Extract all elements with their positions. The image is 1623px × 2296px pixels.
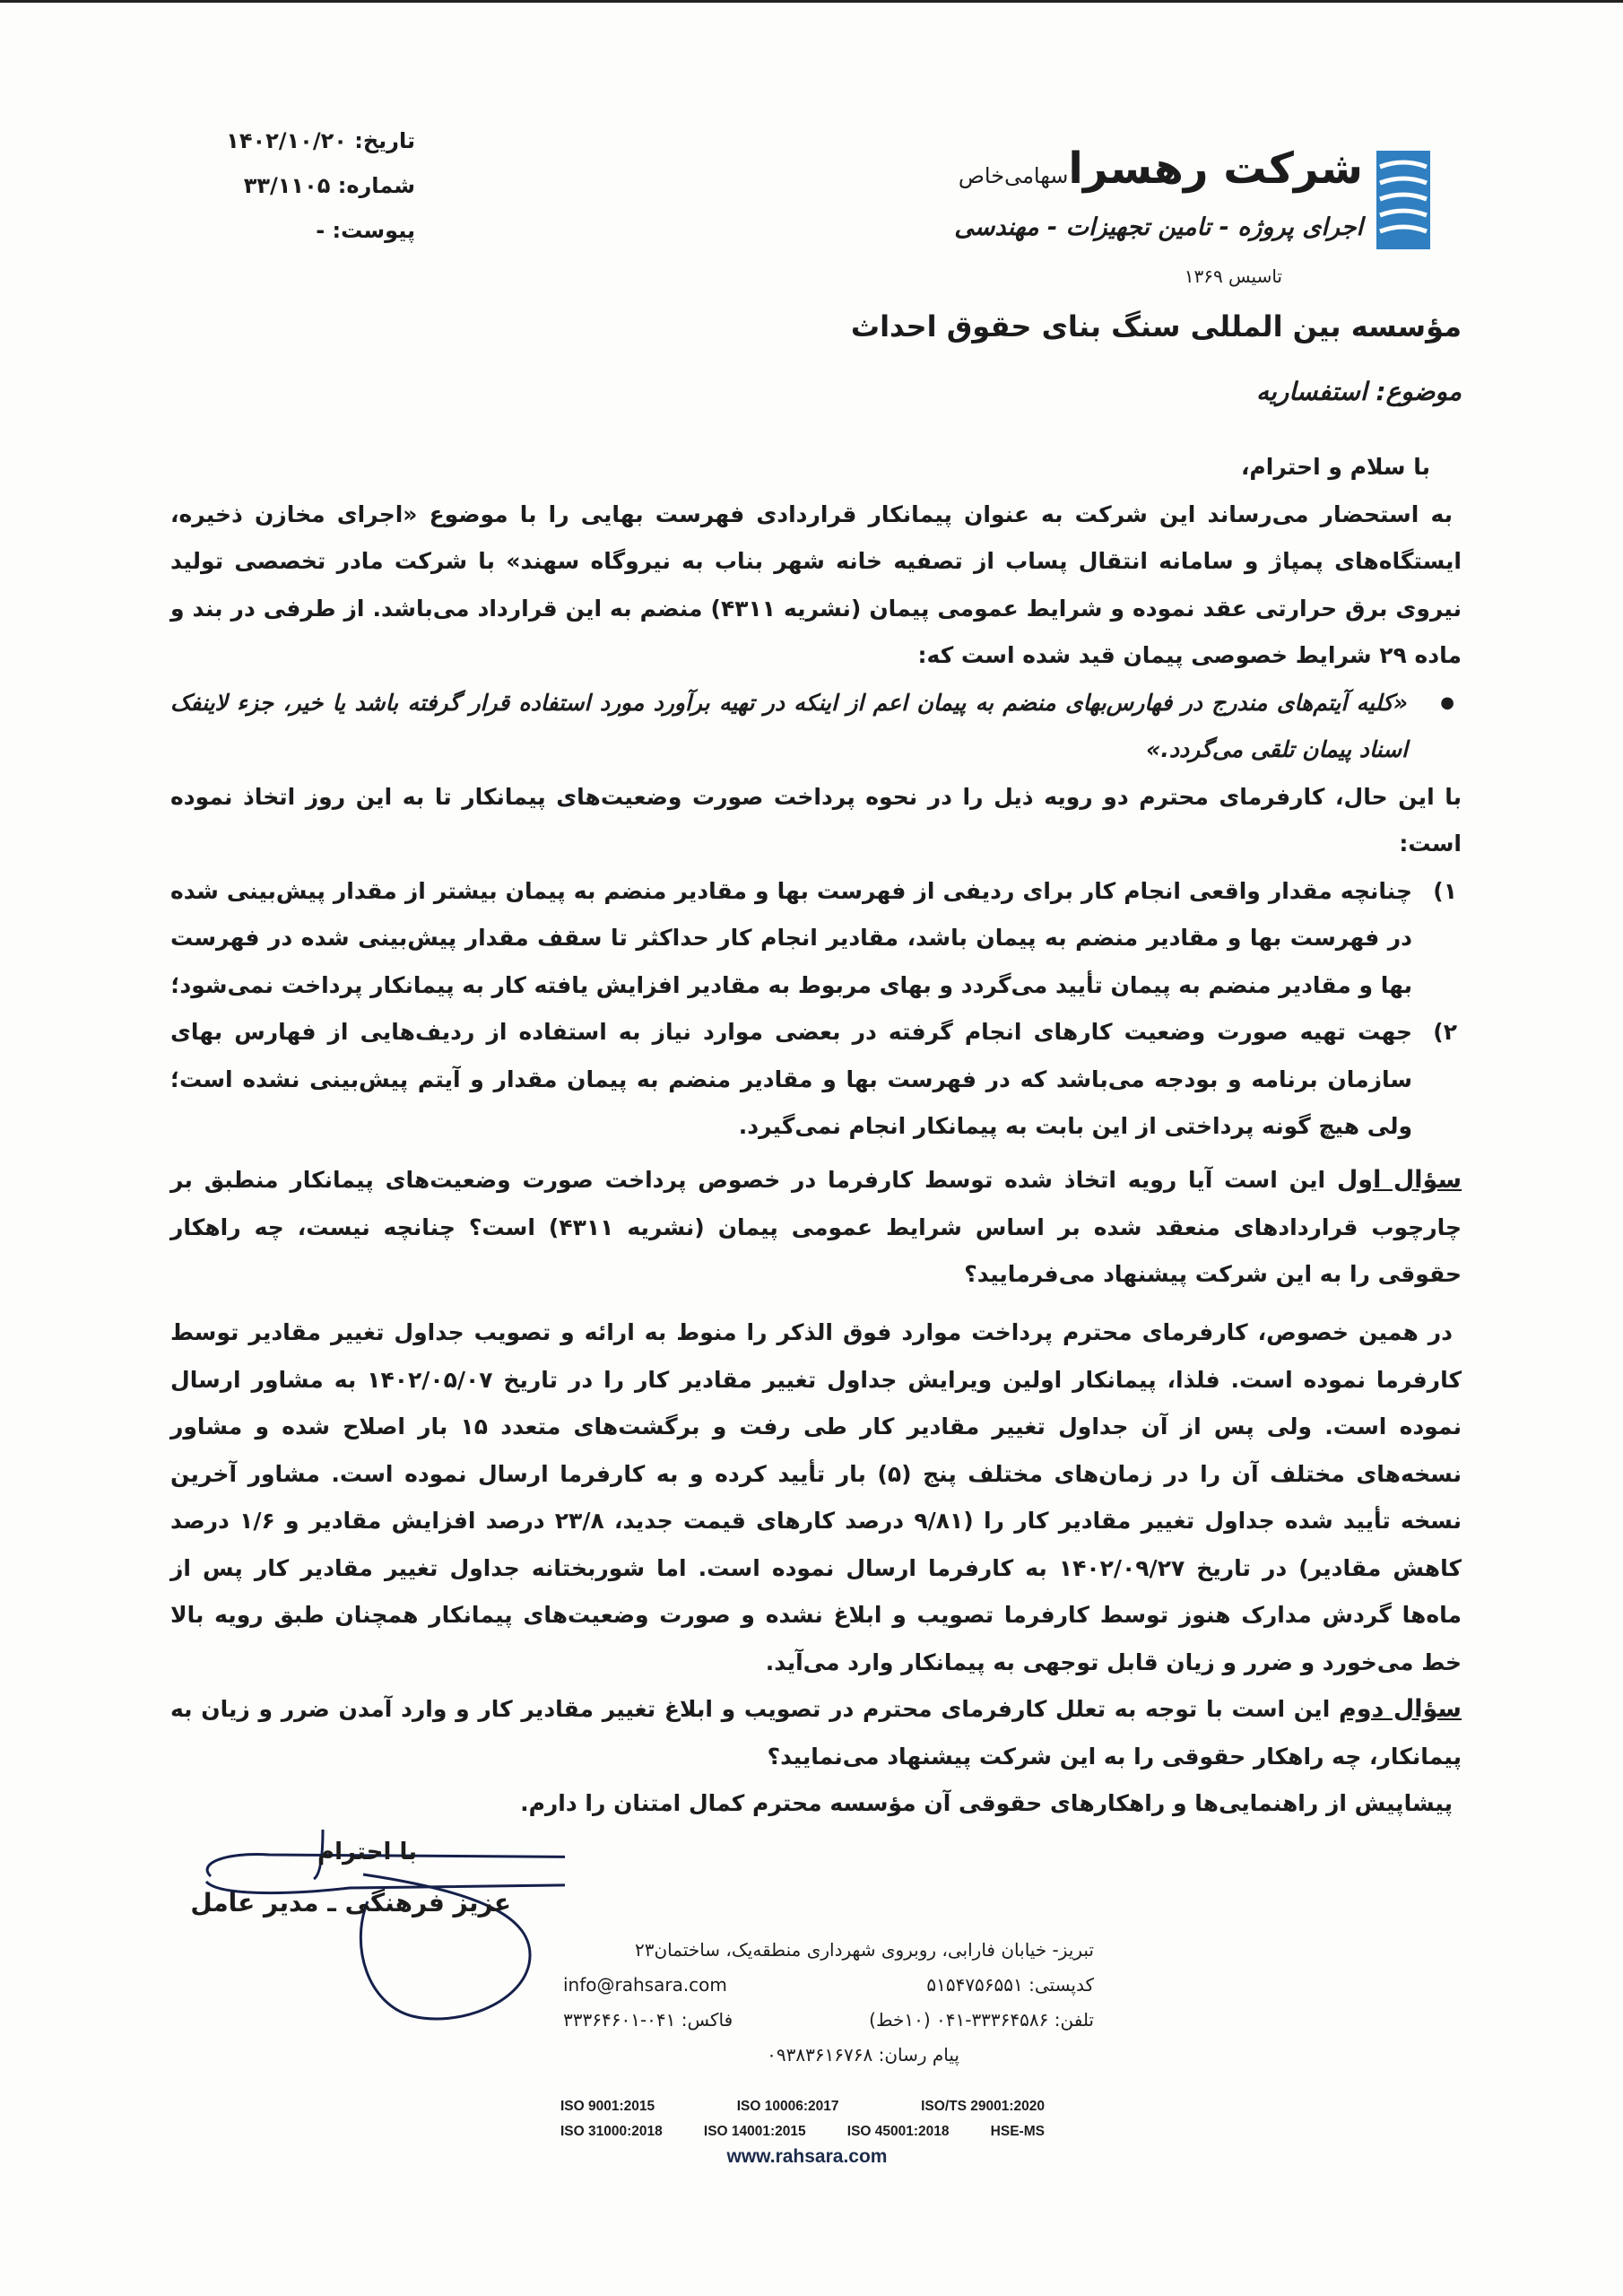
signatory-name: عزیز فرهنگی ـ مدیر عامل <box>190 1888 511 1918</box>
question-two-text: این است با توجه به تعلل کارفرمای محترم در تصویب و ابلاغ تغییر مقادیر کار و وارد آمدن ضرر و زیان به پیمانکار، چه راهکار حقوقی را به این شرکت پیشنهاد می‌نمایید؟ <box>170 1696 1462 1770</box>
iso-row <box>560 2094 1045 2119</box>
letter-body-intro <box>170 444 1462 1151</box>
iso-cert: HSE-MS <box>990 2124 1045 2139</box>
company-logo-icon <box>1376 151 1430 249</box>
letter-attachment: پیوست: - <box>316 218 415 243</box>
list-item-number: ۱) <box>1433 877 1457 904</box>
list-item-text: چنانچه مقدار واقعی انجام کار برای ردیفی از فهرست بها و مقادیر منضم به پیمان بیشتر از مقدار پیش‌بینی شده در فهرست بها و مقادیر منضم به پیمان باشد، مقادیر انجام کار حداکثر تا سقف مقدار پیش‌بینی شده در فهرست بها و مقادیر منضم به پیمان تأیید می‌گردد و بهای مربوط به مقادیر افزایش یافته کار به پیمانکار پرداخت نمی‌شود؛ <box>170 877 1412 998</box>
question-two <box>170 1686 1462 1780</box>
background-paragraph <box>170 1309 1462 1686</box>
footer-email: info@rahsara.com <box>563 1974 727 1996</box>
top-border-line <box>0 0 1623 3</box>
recipient: مؤسسه بین المللی سنگ بنای حقوق احداث <box>850 309 1462 344</box>
company-name <box>958 144 1363 194</box>
question-one-label: سؤال اول <box>1336 1166 1462 1194</box>
list-item <box>170 1009 1462 1151</box>
footer-postal: کدپستی: ۵۱۵۴۷۵۶۵۵۱ <box>926 1974 1094 1996</box>
subject-line: موضوع: استفساریه <box>1255 377 1462 406</box>
greeting: با سلام و احترام، <box>1240 454 1430 480</box>
footer-fax: فاکس: ۰۴۱-۳۳۳۶۴۶۰۱ <box>563 2009 733 2031</box>
question-one <box>170 1157 1462 1299</box>
question-two-label: سؤال دوم <box>1338 1695 1462 1723</box>
iso-cert: ISO 9001:2015 <box>560 2099 655 2114</box>
letter-footer <box>538 1933 1094 2073</box>
list-item <box>170 868 1462 1010</box>
question-one-text: این است آیا رویه اتخاذ شده توسط کارفرما در خصوص پرداخت صورت وضعیت‌های پیمانکار منطبق بر چارچوب قراردادهای منعقد شده بر اساس شرایط عمومی پیمان (نشریه ۴۳۱۱) است؟ چنانچه نیست، چه راهکار حقوقی را به این شرکت پیشنهاد می‌فرمایید؟ <box>170 1167 1462 1287</box>
iso-cert: ISO 31000:2018 <box>560 2124 663 2139</box>
footer-website-link[interactable]: www.rahsara.com <box>726 2146 888 2167</box>
footer-phone: تلفن: ۳۳۳۶۴۵۸۶-۰۴۱ (۱۰خط) <box>869 2009 1094 2031</box>
company-tagline: اجرای پروژه - تامین تجهیزات - مهندسی <box>954 213 1363 241</box>
iso-cert: ISO/TS 29001:2020 <box>921 2099 1045 2114</box>
company-name-text: شرکت رهسرا <box>1068 144 1363 194</box>
intro-paragraph: به استحضار می‌رساند این شرکت به عنوان پیمانکار قراردادی فهرست بهایی را با موضوع «اجرای مخازن ذخیره، ایستگاه‌های پمپاژ و سامانه انتقال پساب از تصفیه خانه شهر بناب به نیروگاه سهند» با شرکت مادر تخصصی تولید نیروی برق حرارتی عقد نموده و شرایط عمومی پیمان (نشریه ۴۳۱۱) منضم به این قرارداد می‌باشد. از طرفی در بند و ماده ۲۹ شرایط خصوصی پیمان قید شده است که: <box>170 500 1462 668</box>
footer-phone-row <box>538 2003 1094 2038</box>
company-type: سهامی‌خاص <box>958 163 1069 188</box>
transition-paragraph: با این حال، کارفرمای محترم دو رویه ذیل را در نحوه پرداخت صورت وضعیت‌های پیمانکار تا به این روز اتخاذ نموده است: <box>170 783 1462 857</box>
closing-text: پیشاپیش از راهنمایی‌ها و راهکارهای حقوقی آن مؤسسه محترم کمال امتنان را دارم. <box>520 1790 1453 1816</box>
iso-cert: ISO 10006:2017 <box>736 2099 839 2114</box>
letter-date: تاریخ: ۱۴۰۲/۱۰/۲۰ <box>226 128 415 153</box>
company-founded: تاسیس ۱۳۶۹ <box>1184 265 1282 287</box>
quoted-clause <box>170 680 1462 774</box>
footer-pager: پیام رسان: ۰۹۳۸۳۶۱۶۷۶۸ <box>767 2044 959 2066</box>
iso-cert: ISO 45001:2018 <box>846 2124 950 2139</box>
question-two-paragraph <box>170 1686 1462 1780</box>
letter-meta <box>209 118 415 253</box>
footer-address: تبریز- خیابان فارابی، روبروی شهرداری منطقه‌یک، ساختمان۲۳ <box>634 1939 1094 1961</box>
list-item-text: جهت تهیه صورت وضعیت کارهای انجام گرفته در بعضی موارد نیاز به استفاده از ردیف‌هایی از فهارس بهای سازمان برنامه و بودجه می‌باشد که در فهرست بها و مقادیر منضم به پیمان مقدار و آیتم پیش‌بینی نشده است؛ ولی هیچ گونه پرداختی از این بابت به پیمانکار انجام نمی‌گیرد. <box>170 1019 1412 1139</box>
letter-number: شماره: ۳۳/۱۱۰۵ <box>243 173 415 198</box>
footer-postal-row <box>538 1968 1094 2003</box>
quoted-clause-text: «کلیه آیتم‌های مندرج در فهارس‌بهای منضم به پیمان اعم از اینکه در تهیه برآورد مورد استفاده قرار گرفته باشد یا خیر، جزء لاینفک اسناد پیمان تلقی می‌گردد.» <box>170 689 1408 762</box>
question-one-paragraph <box>170 1157 1462 1299</box>
background-text: در همین خصوص، کارفرمای محترم پرداخت موارد فوق الذکر را منوط به ارائه و تصویب جداول تغییر مقادیر توسط کارفرما نموده است. فلذا، پیمانکار اولین ویرایش جداول تغییر مقادیر کار را در تاریخ ۱۴۰۲/۰۵/۰۷ به مشاور ارسال نموده است. ولی پس از آن جداول تغییر مقادیر کار طی رفت و برگشت‌های متعدد ۱۵ بار اصلاح شده و مشاور نسخه‌های مختلف آن را در زمان‌های مختلف پنج (۵) بار تأیید کرده و به کارفرما ارسال نموده است. مشاور آخرین نسخه تأیید شده جداول تغییر مقادیر کار را (۹/۸۱ درصد کارهای قیمت جدید، ۲۳/۸ درصد افزایش مقادیر و ۱/۶ درصد کاهش مقادیر) در تاریخ ۱۴۰۲/۰۹/۲۷ به کارفرما ارسال نموده است. اما شوربختانه جداول تغییر مقادیر کار پس از ماه‌ها گردش مدارک هنوز توسط کارفرما تصویب و ابلاغ نشده و صورت وضعیت‌های پیمانکار همچنان طبق رویه بالا خط می‌خورد و ضرر و زیان قابل توجهی به پیمانکار وارد می‌آید. <box>170 1319 1462 1675</box>
iso-row <box>560 2119 1045 2144</box>
iso-cert: ISO 14001:2015 <box>703 2124 806 2139</box>
signature-greeting: با احترام <box>317 1839 417 1866</box>
list-item-number: ۲) <box>1433 1019 1457 1045</box>
iso-certifications <box>560 2094 1045 2144</box>
